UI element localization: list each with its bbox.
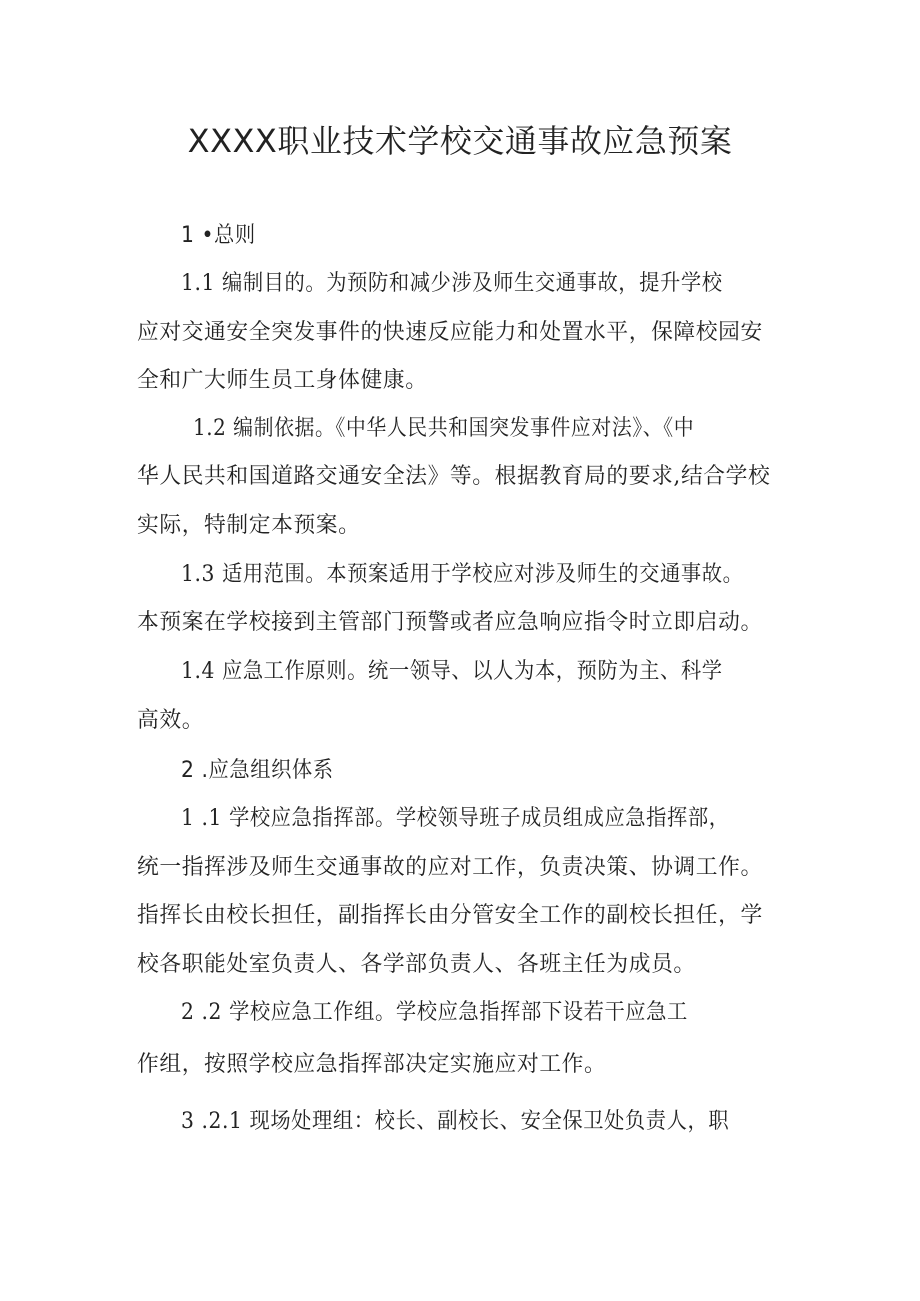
section-heading-general: 1 •总则 — [181, 223, 256, 248]
paragraph-line: 高效。 — [137, 708, 205, 733]
document-title: XXXX职业技术学校交通事故应急预案 — [187, 122, 733, 160]
paragraph-line: 作组，按照学校应急指挥部决定实施应对工作。 — [137, 1052, 607, 1077]
section-heading-organization: 2 .应急组织体系 — [181, 758, 334, 783]
paragraph-line: 本预案在学校接到主管部门预警或者应急响应指令时立即启动。 — [137, 610, 763, 635]
paragraph-line: 2 .2 学校应急工作组。学校应急指挥部下设若干应急工 — [181, 1000, 688, 1025]
paragraph-line: 校各职能处室负责人、各学部负责人、各班主任为成员。 — [137, 952, 696, 977]
paragraph-line: 1.4 应急工作原则。统一领导、以人为本，预防为主、科学 — [181, 659, 723, 684]
paragraph-line: 1.1 编制目的。为预防和减少涉及师生交通事故，提升学校 — [181, 271, 723, 296]
paragraph-line: 1 .1 学校应急指挥部。学校领导班子成员组成应急指挥部， — [181, 806, 730, 831]
paragraph-line: 1.3 适用范围。本预案适用于学校应对涉及师生的交通事故。 — [181, 562, 744, 587]
paragraph-line: 实际，特制定本预案。 — [137, 513, 361, 538]
paragraph-line: 统一指挥涉及师生交通事故的应对工作，负责决策、协调工作。 — [137, 855, 763, 880]
paragraph-line: 华人民共和国道路交通安全法》等。根据教育局的要求,结合学校 — [137, 464, 771, 489]
paragraph-line: 1.2 编制依据。《中华人民共和国突发事件应对法》、《中 — [193, 416, 695, 441]
paragraph-line: 指挥长由校长担任，副指挥长由分管安全工作的副校长担任，学 — [137, 903, 763, 928]
paragraph-line: 应对交通安全突发事件的快速反应能力和处置水平，保障校园安 — [137, 320, 763, 345]
paragraph-line: 3 .2.1 现场处理组：校长、副校长、安全保卫处负责人，职 — [181, 1109, 730, 1134]
paragraph-line: 全和广大师生员工身体健康。 — [137, 368, 428, 393]
